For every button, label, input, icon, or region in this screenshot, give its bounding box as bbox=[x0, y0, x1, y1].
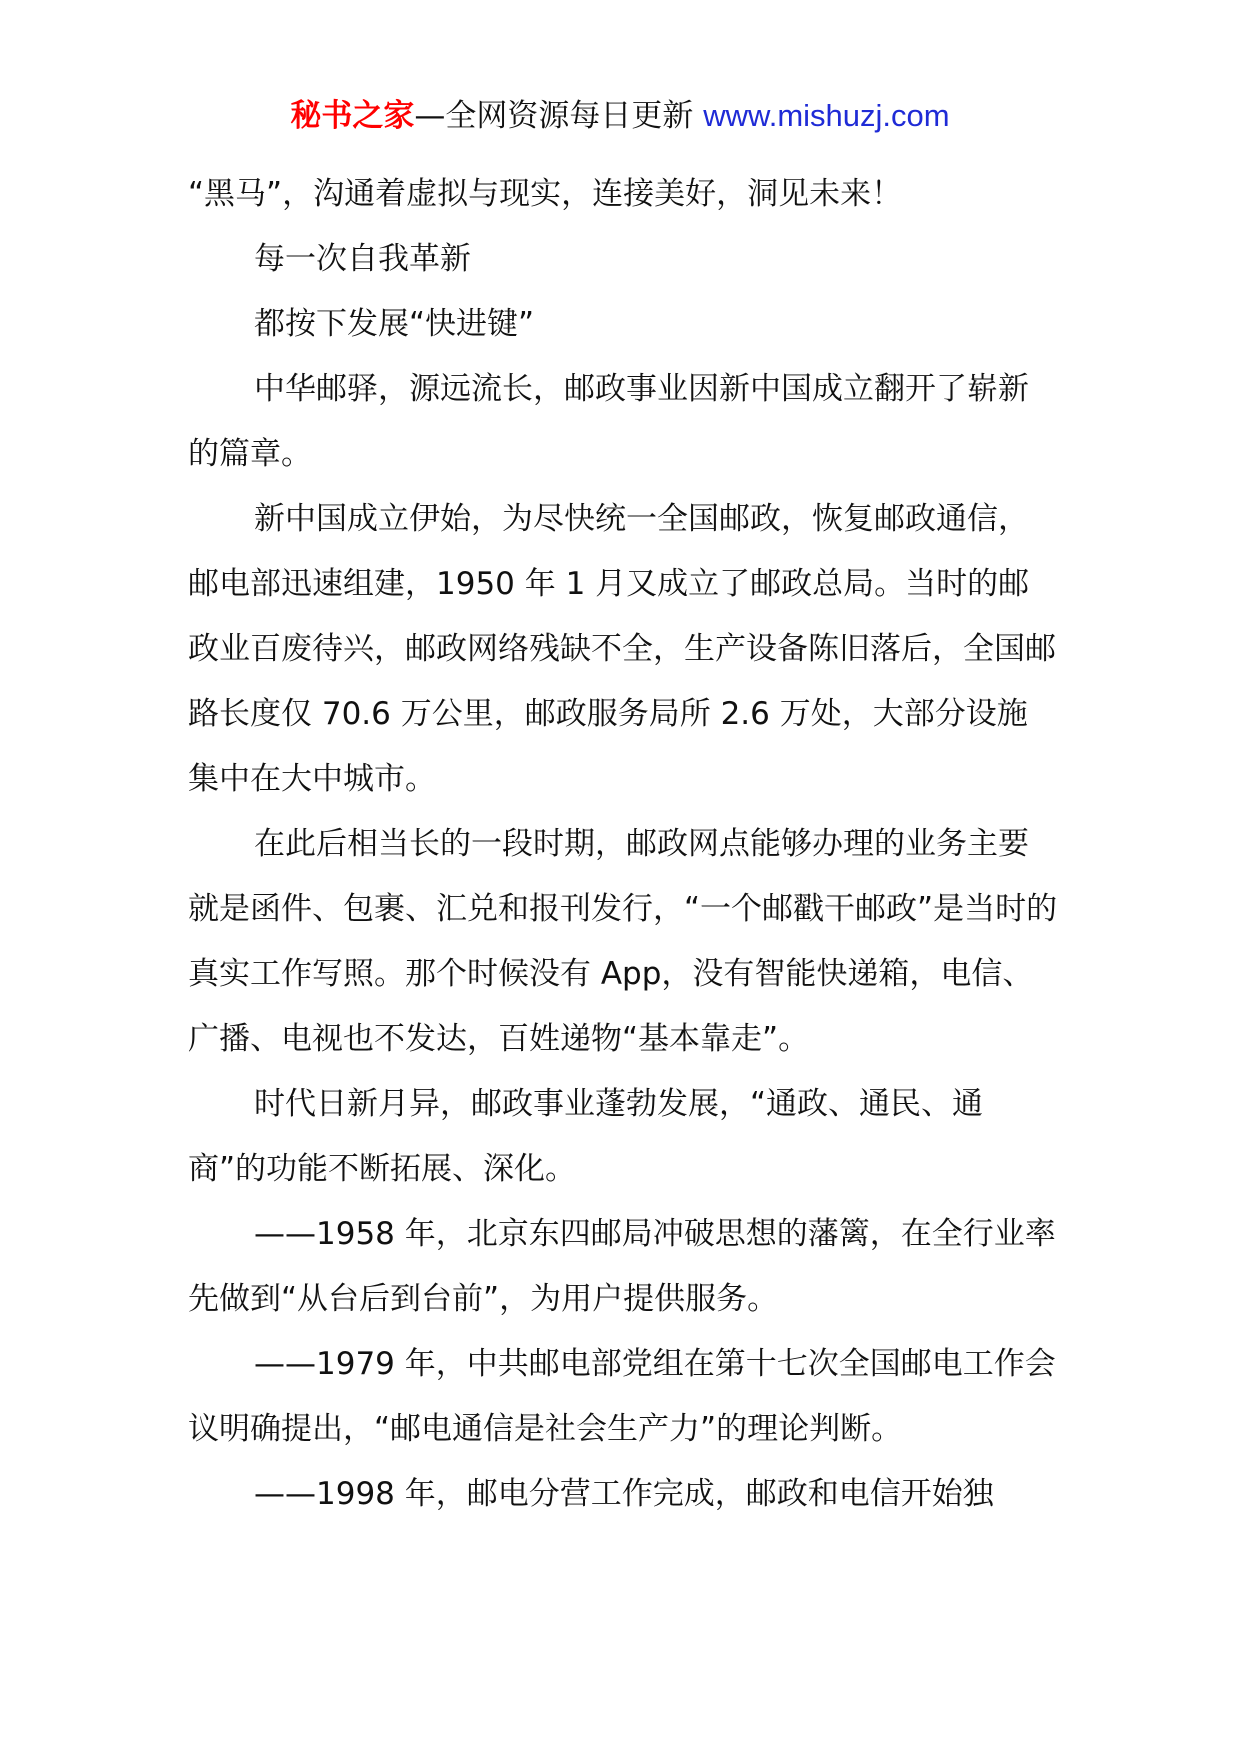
timeline-paragraph: ——1998 年，邮电分营工作完成，邮政和电信开始独 bbox=[254, 1476, 994, 1512]
timeline-paragraph: ——1979 年，中共邮电部党组在第十七次全国邮电工作会议明确提出，“邮电通信是社会生产力”的理论判断。 bbox=[188, 1346, 1056, 1447]
paragraph-continuation: “黑马”，沟通着虚拟与现实，连接美好，洞见未来！ bbox=[188, 176, 903, 212]
section-heading-line-1: 每一次自我革新 bbox=[254, 241, 471, 277]
site-url-link[interactable]: www.mishuzj.com bbox=[703, 98, 950, 133]
brand-name: 秘书之家 bbox=[290, 98, 415, 134]
paragraph: 在此后相当长的一段时期，邮政网点能够办理的业务主要就是函件、包裹、汇兑和报刊发行，“一个邮戳干邮政”是当时的真实工作写照。那个时候没有 App，没有智能快递箱，电信、广播、电视也不发达，百姓递物“基本靠走”。 bbox=[188, 826, 1058, 1057]
header-tagline: —全网资源每日更新 bbox=[414, 98, 704, 134]
paragraph: 新中国成立伊始，为尽快统一全国邮政，恢复邮政通信，邮电部迅速组建，1950 年 1 月又成立了邮政总局。当时的邮政业百废待兴，邮政网络残缺不全，生产设备陈旧落后，全国邮路长度仅 70.6 万公里，邮政服务局所 2.6 万处，大部分设施集中在大中城市。 bbox=[188, 501, 1056, 797]
timeline-paragraph: ——1958 年，北京东四邮局冲破思想的藩篱，在全行业率先做到“从台后到台前”，为用户提供服务。 bbox=[188, 1216, 1056, 1317]
site-header bbox=[0, 96, 1240, 136]
section-heading-line-2: 都按下发展“快进键” bbox=[254, 306, 535, 342]
document-body bbox=[188, 162, 1058, 1527]
paragraph: 时代日新月异，邮政事业蓬勃发展，“通政、通民、通商”的功能不断拓展、深化。 bbox=[188, 1086, 984, 1187]
paragraph: 中华邮驿，源远流长，邮政事业因新中国成立翻开了崭新的篇章。 bbox=[188, 371, 1029, 472]
